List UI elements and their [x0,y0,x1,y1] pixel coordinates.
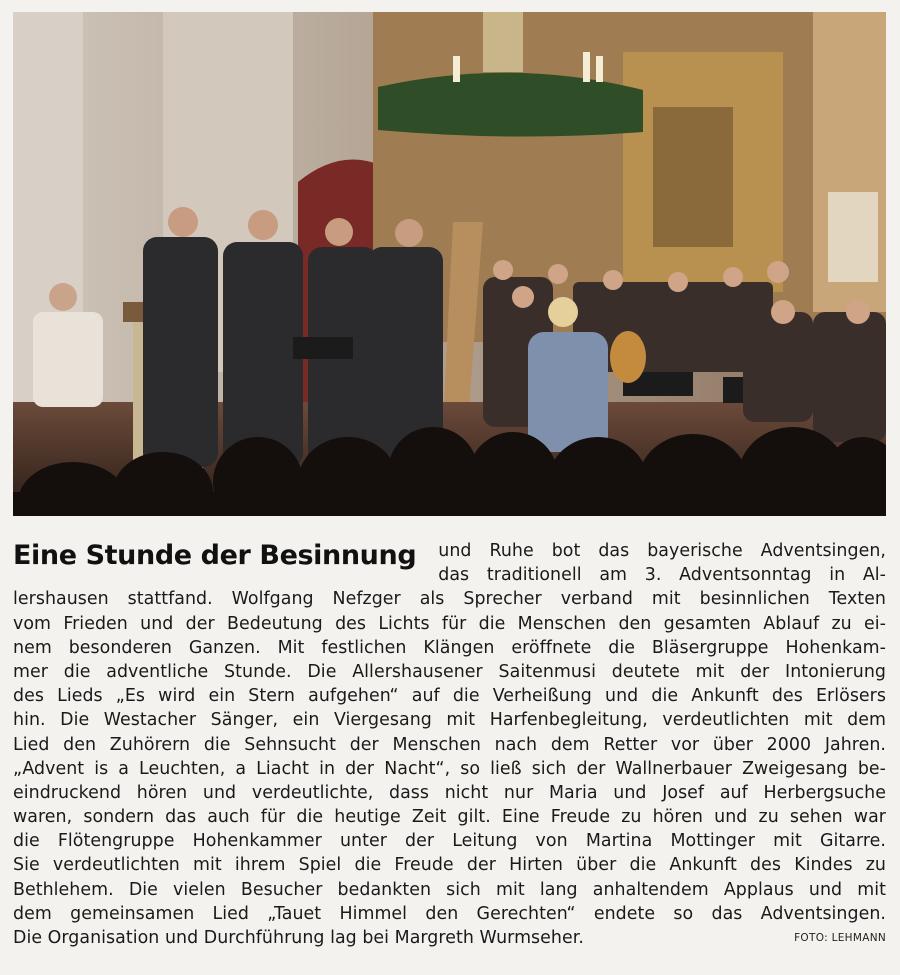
photo-credit: FOTO: LEHMANN [794,932,886,944]
article-body-line: Die Organisation und Durchführung lag bei Margreth Wurmseher. [13,928,584,948]
article-body-line: das traditionell am 3. Adventsonntag in Al- [438,565,886,586]
article-body-line: nem besonderen Ganzen. Mit festlichen Klängen eröffnete die Bläsergruppe Hohenkam- [13,637,886,658]
article-photo [13,12,886,516]
article-body-line: dem gemeinsamen Lied „Tauet Himmel den Gerechten“ endete so das Adventsingen. [13,903,886,924]
article-headline: Eine Stunde der Besinnung [13,540,417,571]
article [13,536,886,950]
church-concert-photo [13,12,886,516]
article-body-line: eindruckend hören und verdeutlichte, dass nicht nur Maria und Josef auf Herbergsuche [13,782,886,803]
article-body-line: hin. Die Westacher Sänger, ein Viergesang mit Harfenbegleitung, verdeutlichten mit dem [13,710,886,731]
article-body-line: Sie verdeutlichten mit ihrem Spiel die Freude der Hirten über die Ankunft des Kindes zu [13,855,886,876]
article-body-line: Bethlehem. Die vielen Besucher bedankten sich mit lang anhaltendem Applaus und mit [13,879,886,900]
article-body-line: die Flötengruppe Hohenkammer unter der Leitung von Martina Mottinger mit Gitarre. [13,831,886,852]
article-body-line: mer die adventliche Stunde. Die Allershausener Saitenmusi deutete mit der Intonierung [13,661,886,682]
article-body-line: lershausen stattfand. Wolfgang Nefzger als Sprecher verband mit besinnlichen Texten [13,589,886,610]
article-body-line: vom Frieden und der Bedeutung des Lichts für die Menschen den gesamten Ablauf zu ei- [13,613,886,634]
article-body-line: und Ruhe bot das bayerische Adventsingen, [438,541,886,561]
article-body-line: Lied den Zuhörern die Sehnsucht der Menschen nach dem Retter vor über 2000 Jahren. [13,734,886,755]
article-body-line: waren, sondern das auch für die heutige Zeit gilt. Eine Freude zu hören und zu sehen war [13,807,886,828]
article-body-line: des Lieds „Es wird ein Stern aufgehen“ auf die Verheißung und die Ankunft des Erlösers [13,686,886,707]
article-body-line: „Advent is a Leuchten, a Liacht in der Nacht“, so ließ sich der Wallnerbauer Zweigesang be- [13,758,886,779]
